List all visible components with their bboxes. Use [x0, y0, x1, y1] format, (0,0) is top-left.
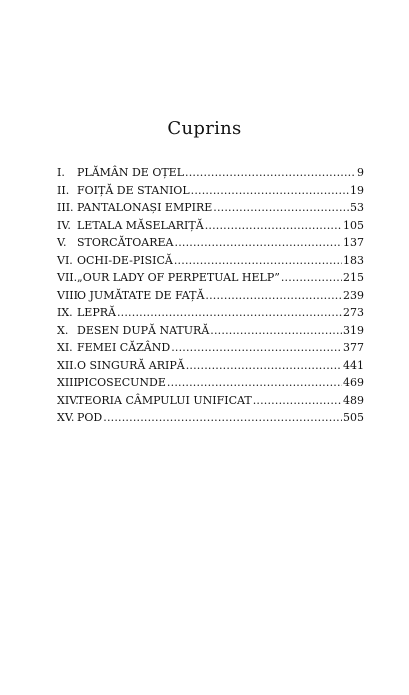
toc-entry[interactable]	[57, 164, 364, 182]
page-number: 273	[343, 306, 364, 319]
toc-entry[interactable]	[57, 304, 364, 322]
chapter-title: FEMEI CĂZÂND	[77, 341, 171, 354]
dot-leader	[205, 217, 342, 235]
page-number: 215	[343, 271, 364, 284]
dot-leader	[175, 234, 343, 252]
chapter-number: III.	[57, 201, 74, 214]
dot-leader	[117, 304, 342, 322]
dot-leader	[167, 374, 342, 392]
toc-entry[interactable]	[57, 217, 364, 235]
toc-entry[interactable]	[57, 322, 364, 340]
chapter-title: DESEN DUPĂ NATURĂ	[77, 323, 210, 337]
page-number: 505	[343, 411, 364, 424]
page-number: 319	[343, 323, 364, 337]
dot-leader	[281, 269, 342, 287]
chapter-number: IX.	[57, 306, 73, 319]
chapter-title: FOIȚĂ DE STANIOL	[77, 183, 190, 197]
dot-leader	[186, 357, 342, 375]
chapter-title: STORCĂTOAREA	[77, 236, 174, 249]
chapter-title: TEORIA CÂMPULUI UNIFICAT	[77, 393, 252, 407]
dot-leader	[205, 287, 342, 305]
page-number: 489	[343, 393, 364, 407]
chapter-title: O JUMĂTATE DE FAȚĂ	[77, 288, 205, 302]
toc-entry[interactable]	[57, 357, 364, 375]
chapter-number: VIII.	[57, 288, 82, 302]
toc-entry[interactable]	[57, 234, 364, 252]
page-number: 9	[357, 166, 364, 179]
chapter-title: PLĂMÂN DE OȚEL	[77, 166, 185, 179]
chapter-title: LEPRĂ	[77, 306, 116, 319]
page-number: 239	[343, 288, 364, 302]
dot-leader	[103, 409, 342, 427]
chapter-number: I.	[57, 166, 65, 179]
dot-leader	[213, 199, 349, 217]
chapter-number: VII.	[57, 271, 78, 284]
toc-entry[interactable]	[57, 269, 364, 287]
toc-entry[interactable]	[57, 339, 364, 357]
toc-entry[interactable]	[57, 199, 364, 217]
dot-leader	[210, 322, 342, 340]
chapter-title: POD	[77, 411, 103, 424]
toc-entry[interactable]	[57, 392, 364, 410]
chapter-number: XI.	[57, 341, 73, 354]
chapter-number: V.	[57, 236, 67, 249]
dot-leader	[174, 252, 342, 270]
toc-entry[interactable]	[57, 409, 364, 427]
chapter-number: XII.	[57, 358, 78, 372]
table-of-contents	[57, 164, 364, 427]
page-number: 469	[343, 376, 364, 389]
page-number: 105	[343, 218, 364, 232]
dot-leader	[171, 339, 342, 357]
chapter-title: OCHI-DE-PISICĂ	[77, 253, 173, 267]
chapter-title: PICOSECUNDE	[77, 376, 166, 389]
page-number: 137	[343, 236, 364, 249]
chapter-title: O SINGURĂ ARIPĂ	[77, 358, 185, 372]
chapter-number: II.	[57, 183, 70, 197]
toc-entry[interactable]	[57, 182, 364, 200]
chapter-title: „OUR LADY OF PERPETUAL HELP”	[77, 271, 280, 284]
page-number: 441	[343, 358, 364, 372]
chapter-number: XIV.	[57, 393, 79, 407]
page-number: 19	[350, 183, 364, 197]
dot-leader	[185, 164, 356, 182]
toc-entry[interactable]	[57, 287, 364, 305]
chapter-title: LETALA MĂSELARIȚĂ	[77, 218, 204, 232]
page-title: Cuprins	[167, 118, 242, 139]
chapter-number: XIII.	[57, 376, 82, 389]
chapter-number: VI.	[57, 253, 73, 267]
chapter-number: IV.	[57, 218, 71, 232]
chapter-number: XV.	[57, 411, 75, 424]
dot-leader	[253, 392, 342, 410]
page-number: 377	[343, 341, 364, 354]
page-number: 183	[343, 253, 364, 267]
page-number: 53	[350, 201, 364, 214]
toc-entry[interactable]	[57, 252, 364, 270]
chapter-number: X.	[57, 323, 69, 337]
chapter-title: PANTALONAȘI EMPIRE	[77, 201, 213, 214]
dot-leader	[191, 182, 349, 200]
toc-entry[interactable]	[57, 374, 364, 392]
